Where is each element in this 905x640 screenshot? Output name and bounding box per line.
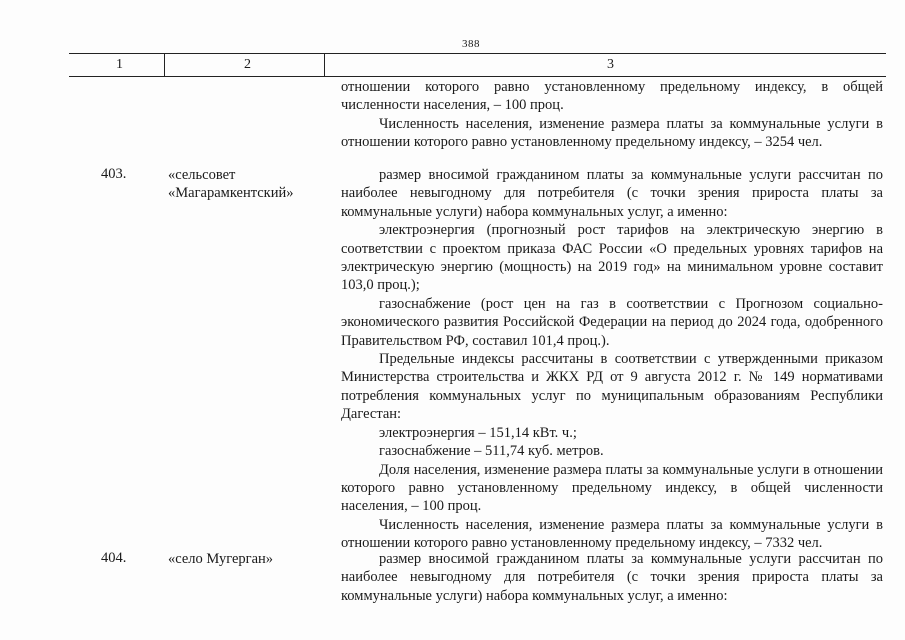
- entry-name: [168, 166, 293, 203]
- column-header-row: [69, 53, 886, 77]
- column-divider: [324, 54, 325, 76]
- column-divider: [164, 54, 165, 76]
- paragraph: Численность населения, изменение размера платы за коммунальные услуги в отношении которого равно установленному предельному индексу, – 7332 чел.: [341, 516, 883, 552]
- paragraph: газоснабжение (рост цен на газ в соответствии с Прогнозом социально-экономического развития Российской Федерации на период до 2024 года, одобренного Правительством РФ, составил 101,4 проц.).: [341, 295, 883, 349]
- entry-number: 403.: [101, 166, 127, 182]
- entry-name-line: «сельсовет: [168, 167, 236, 183]
- paragraph: Доля населения, изменение размера платы за коммунальные услуги в отношении которого равно установленному предельному индексу, в общей численности населения, – 100 проц.: [341, 461, 883, 515]
- entry-name-line: «Магарамкентский»: [168, 185, 294, 202]
- continuation-block: [341, 78, 883, 152]
- entry-name-line: «село Мугерган»: [168, 551, 274, 567]
- paragraph: электроэнергия (прогнозный рост тарифов на электрическую энергию в соответствии с проектом приказа ФАС России «О предельных уровнях тарифов на электрическую энергию (мощность) на 2019 год» на минимальном уровне составит 103,0 проц.);: [341, 222, 883, 294]
- entry-description: [341, 166, 883, 553]
- paragraph: Численность населения, изменение размера платы за коммунальные услуги в отношении которого равно установленному предельному индексу, – 3254 чел.: [341, 115, 883, 151]
- column-header-3: 3: [607, 57, 614, 72]
- entry-name: [168, 550, 273, 568]
- paragraph: электроэнергия – 151,14 кВт. ч.;: [379, 424, 577, 441]
- paragraph: газоснабжение – 511,74 куб. метров.: [379, 443, 604, 460]
- column-header-2: 2: [244, 57, 251, 72]
- page-number: 388: [462, 38, 480, 50]
- column-header-1: 1: [116, 57, 123, 72]
- entry-number: 404.: [101, 550, 127, 566]
- paragraph: размер вносимой гражданином платы за коммунальные услуги рассчитан по наиболее невыгодному для потребителя (с точки зрения прироста платы за коммунальные услуги) набора коммунальных услуг, а именно:: [341, 551, 883, 604]
- paragraph: Предельные индексы рассчитаны в соответствии с утвержденными приказом Министерства строительства и ЖКХ РД от 9 августа 2012 г. № 149 нормативами потребления коммунальных услуг по муниципальным образованиям Республики Дагестан:: [341, 351, 883, 423]
- paragraph: размер вносимой гражданином платы за коммунальные услуги рассчитан по наиболее невыгодному для потребителя (с точки зрения прироста платы за коммунальные услуги) набора коммунальных услуг, а именно:: [341, 167, 883, 220]
- paragraph: отношении которого равно установленному предельному индексу, в общей численности населения, – 100 проц.: [341, 79, 883, 114]
- entry-description: [341, 550, 883, 605]
